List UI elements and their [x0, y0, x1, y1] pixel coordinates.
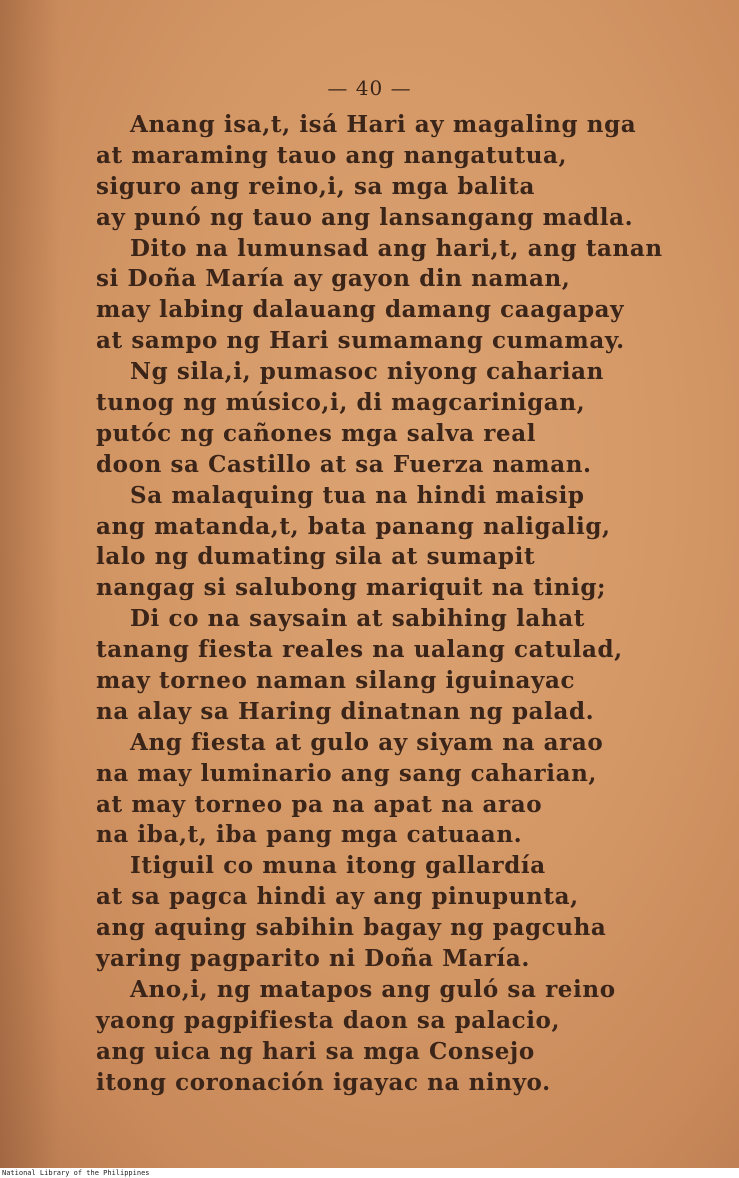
poem-line: at sampo ng Hari sumamang cumamay.: [96, 327, 625, 355]
poem-line: putóc ng cañones mga salva real: [96, 419, 537, 447]
footer-bar: [0, 1168, 739, 1178]
poem-line: si Doña María ay gayon din naman,: [96, 265, 571, 293]
poem-line: nangag si salubong mariquit na tinig;: [96, 574, 607, 602]
poem-line: may labing dalauang damang caagapay: [96, 296, 625, 324]
library-credit: National Library of the Philippines: [2, 1169, 150, 1177]
poem-line: Ng sila,i, pumasoc niyong caharian: [130, 358, 604, 386]
poem-line: yaring pagparito ni Doña María.: [96, 945, 530, 973]
poem-line: Di co na saysain at sabihing lahat: [130, 605, 585, 633]
poem-line: at may torneo pa na apat na arao: [96, 790, 543, 818]
poem-line: ang aquing sabihin bagay ng pagcuha: [96, 914, 607, 942]
poem-line: lalo ng dumating sila at sumapit: [96, 543, 536, 571]
poem-line: itong coronación igayac na ninyo.: [96, 1068, 551, 1096]
poem-line: at sa pagca hindi ay ang pinupunta,: [96, 883, 579, 911]
poem-line: ang matanda,t, bata panang naligalig,: [96, 512, 611, 540]
page-number: — 40 —: [327, 76, 412, 100]
poem-line: at maraming tauo ang nangatutua,: [96, 141, 568, 169]
poem-line: Dito na lumunsad ang hari,t, ang tanan: [130, 234, 663, 262]
poem-line: ang uica ng hari sa mga Consejo: [96, 1037, 535, 1065]
poem-line: may torneo naman silang iguinayac: [96, 667, 576, 695]
poem-line: doon sa Castillo at sa Fuerza naman.: [96, 450, 592, 478]
poem-text: [96, 110, 696, 1099]
poem-line: Itiguil co muna itong gallardía: [130, 852, 546, 880]
poem-line: na may luminario ang sang caharian,: [96, 759, 598, 787]
poem-line: Sa malaquing tua na hindi maisip: [130, 481, 585, 509]
poem-line: Ang fiesta at gulo ay siyam na arao: [130, 728, 604, 756]
poem-line: na alay sa Haring dinatnan ng palad.: [96, 697, 595, 725]
poem-line: na iba,t, iba pang mga catuaan.: [96, 821, 523, 849]
poem-line: yaong pagpifiesta daon sa palacio,: [96, 1006, 561, 1034]
poem-line: Ano,i, ng matapos ang guló sa reino: [130, 975, 616, 1003]
poem-line: siguro ang reino,i, sa mga balita: [96, 172, 535, 200]
poem-line: tunog ng músico,i, di magcarinigan,: [96, 389, 586, 417]
poem-line: tanang fiesta reales na ualang catulad,: [96, 636, 623, 664]
poem-line: ay punó ng tauo ang lansangang madla.: [96, 203, 634, 231]
poem-line: Anang isa,t, isá Hari ay magaling nga: [130, 111, 637, 138]
